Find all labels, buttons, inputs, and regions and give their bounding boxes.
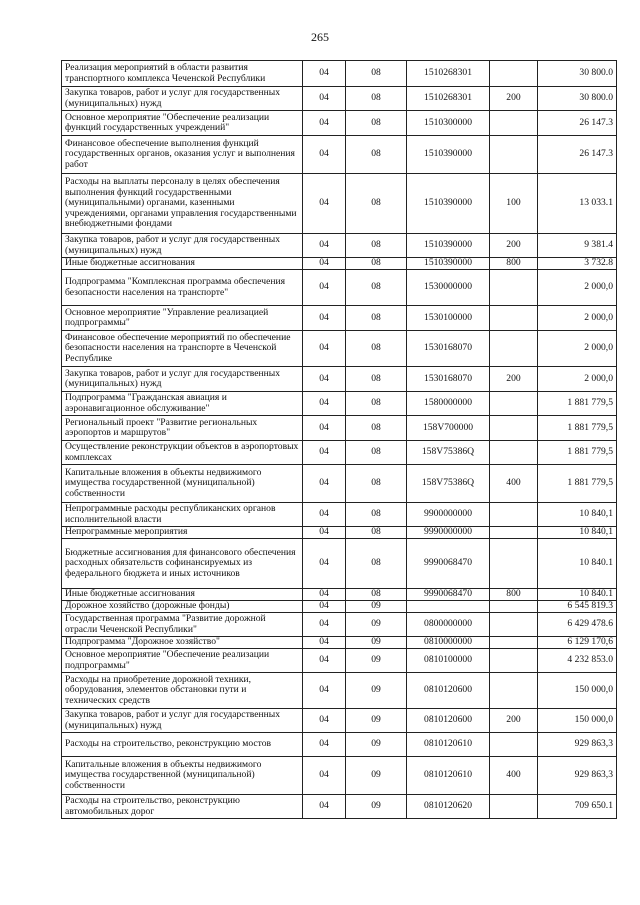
row-section: 04	[303, 306, 346, 331]
row-subsection: 08	[346, 331, 407, 367]
row-target-article: 1510390000	[407, 234, 490, 258]
row-subsection: 08	[346, 136, 407, 174]
row-expense-type	[490, 649, 538, 673]
row-subsection: 08	[346, 61, 407, 87]
table-row	[62, 589, 617, 601]
row-amount: 1 881 779,5	[538, 441, 617, 465]
row-expense-type	[490, 503, 538, 527]
row-section: 04	[303, 258, 346, 270]
row-target-article: 1510390000	[407, 136, 490, 174]
table-row	[62, 441, 617, 465]
row-subsection: 08	[346, 111, 407, 136]
table-row	[62, 503, 617, 527]
row-name: Закупка товаров, работ и услуг для государственных (муниципальных) нужд	[62, 234, 303, 258]
row-target-article: 0810000000	[407, 637, 490, 649]
row-target-article: 1530168070	[407, 331, 490, 367]
row-target-article: 0810120600	[407, 709, 490, 733]
row-amount: 3 732.8	[538, 258, 617, 270]
row-section: 04	[303, 539, 346, 589]
row-name: Основное мероприятие "Обеспечение реализации подпрограммы"	[62, 649, 303, 673]
row-amount: 6 429 478.6	[538, 613, 617, 637]
row-section: 04	[303, 136, 346, 174]
table-row	[62, 539, 617, 589]
row-name: Закупка товаров, работ и услуг для государственных (муниципальных) нужд	[62, 367, 303, 392]
row-subsection: 08	[346, 270, 407, 306]
row-expense-type	[490, 306, 538, 331]
row-expense-type	[490, 270, 538, 306]
table-row	[62, 136, 617, 174]
row-expense-type: 400	[490, 465, 538, 503]
row-target-article: 0810120610	[407, 757, 490, 795]
row-expense-type: 200	[490, 234, 538, 258]
row-amount: 2 000,0	[538, 270, 617, 306]
row-amount: 1 881 779,5	[538, 416, 617, 441]
row-expense-type	[490, 392, 538, 416]
row-name: Расходы на строительство, реконструкцию мостов	[62, 733, 303, 757]
row-subsection: 09	[346, 709, 407, 733]
row-subsection: 08	[346, 416, 407, 441]
row-section: 04	[303, 392, 346, 416]
table-row	[62, 87, 617, 111]
row-subsection: 08	[346, 441, 407, 465]
row-section: 04	[303, 601, 346, 613]
row-amount: 30 800.0	[538, 87, 617, 111]
table-row	[62, 465, 617, 503]
row-name: Расходы на выплаты персоналу в целях обеспечения выполнения функций государственными (муниципальными) органами, казенными учреждениями, органами управления государственными внебюджетными фондами	[62, 174, 303, 234]
row-name: Бюджетные ассигнования для финансового обеспечения расходных обязательств софинансируемых из федерального бюджета и иных источников	[62, 539, 303, 589]
row-target-article: 1510300000	[407, 111, 490, 136]
row-expense-type	[490, 331, 538, 367]
table-row	[62, 174, 617, 234]
row-section: 04	[303, 61, 346, 87]
row-expense-type	[490, 733, 538, 757]
row-amount: 30 800.0	[538, 61, 617, 87]
row-subsection: 09	[346, 613, 407, 637]
row-amount: 2 000,0	[538, 331, 617, 367]
row-expense-type	[490, 111, 538, 136]
row-section: 04	[303, 613, 346, 637]
row-name: Финансовое обеспечение мероприятий по обеспечение безопасности населения на транспорте в Чеченской Республике	[62, 331, 303, 367]
row-target-article: 9990000000	[407, 527, 490, 539]
row-expense-type	[490, 795, 538, 819]
row-amount: 10 840,1	[538, 503, 617, 527]
row-amount: 10 840.1	[538, 589, 617, 601]
row-subsection: 08	[346, 503, 407, 527]
row-target-article: 158V75386Q	[407, 465, 490, 503]
row-name: Иные бюджетные ассигнования	[62, 258, 303, 270]
row-amount: 2 000,0	[538, 367, 617, 392]
table-row	[62, 331, 617, 367]
row-section: 04	[303, 649, 346, 673]
row-target-article: 1530100000	[407, 306, 490, 331]
row-name: Реализация мероприятий в области развития транспортного комплекса Чеченской Республики	[62, 61, 303, 87]
row-subsection: 08	[346, 234, 407, 258]
page-number: 265	[311, 30, 329, 44]
row-target-article: 1530168070	[407, 367, 490, 392]
row-amount: 150 000,0	[538, 673, 617, 709]
row-section: 04	[303, 527, 346, 539]
row-subsection: 08	[346, 539, 407, 589]
row-name: Подпрограмма "Гражданская авиация и аэронавигационное обслуживание"	[62, 392, 303, 416]
row-section: 04	[303, 795, 346, 819]
row-name: Основное мероприятие "Обеспечение реализации функций государственных учреждений"	[62, 111, 303, 136]
row-section: 04	[303, 174, 346, 234]
row-name: Расходы на приобретение дорожной техники, оборудования, элементов обстановки пути и технических средств	[62, 673, 303, 709]
row-expense-type	[490, 673, 538, 709]
row-expense-type: 200	[490, 367, 538, 392]
row-subsection: 09	[346, 673, 407, 709]
row-amount: 1 881 779,5	[538, 392, 617, 416]
row-target-article: 1510390000	[407, 258, 490, 270]
row-name: Дорожное хозяйство (дорожные фонды)	[62, 601, 303, 613]
row-amount: 929 863,3	[538, 733, 617, 757]
row-subsection: 08	[346, 174, 407, 234]
row-subsection: 08	[346, 465, 407, 503]
row-section: 04	[303, 503, 346, 527]
row-name: Непрограммные расходы республиканских органов исполнительной власти	[62, 503, 303, 527]
row-target-article: 0810100000	[407, 649, 490, 673]
row-section: 04	[303, 111, 346, 136]
row-subsection: 09	[346, 757, 407, 795]
row-name: Закупка товаров, работ и услуг для государственных (муниципальных) нужд	[62, 709, 303, 733]
row-section: 04	[303, 87, 346, 111]
row-subsection: 09	[346, 637, 407, 649]
row-name: Непрограммные мероприятия	[62, 527, 303, 539]
row-section: 04	[303, 270, 346, 306]
row-name: Осуществление реконструкции объектов в аэропортовых комплексах	[62, 441, 303, 465]
row-amount: 2 000,0	[538, 306, 617, 331]
row-section: 04	[303, 589, 346, 601]
table-row	[62, 392, 617, 416]
row-name: Основное мероприятие "Управление реализацией подпрограммы"	[62, 306, 303, 331]
budget-table	[61, 60, 617, 819]
row-target-article: 0810120610	[407, 733, 490, 757]
table-row	[62, 733, 617, 757]
row-expense-type	[490, 539, 538, 589]
row-expense-type: 200	[490, 709, 538, 733]
row-subsection: 08	[346, 589, 407, 601]
table-row	[62, 306, 617, 331]
row-subsection: 08	[346, 527, 407, 539]
row-expense-type: 200	[490, 87, 538, 111]
row-target-article: 1580000000	[407, 392, 490, 416]
row-name: Расходы на строительство, реконструкцию автомобильных дорог	[62, 795, 303, 819]
row-target-article: 9990068470	[407, 589, 490, 601]
row-expense-type: 800	[490, 258, 538, 270]
row-section: 04	[303, 465, 346, 503]
row-target-article: 158V75386Q	[407, 441, 490, 465]
row-expense-type	[490, 416, 538, 441]
row-subsection: 08	[346, 392, 407, 416]
row-subsection: 08	[346, 367, 407, 392]
row-amount: 10 840.1	[538, 539, 617, 589]
row-subsection: 08	[346, 306, 407, 331]
row-amount: 13 033.1	[538, 174, 617, 234]
row-expense-type	[490, 601, 538, 613]
row-target-article: 0810120620	[407, 795, 490, 819]
row-expense-type	[490, 136, 538, 174]
row-target-article: 1510268301	[407, 87, 490, 111]
row-subsection: 09	[346, 733, 407, 757]
budget-table-body	[62, 61, 617, 819]
row-section: 04	[303, 234, 346, 258]
table-row	[62, 613, 617, 637]
row-amount: 10 840,1	[538, 527, 617, 539]
row-name: Государственная программа "Развитие дорожной отрасли Чеченской Республики"	[62, 613, 303, 637]
table-row	[62, 111, 617, 136]
table-row	[62, 757, 617, 795]
row-expense-type	[490, 441, 538, 465]
row-subsection: 08	[346, 87, 407, 111]
row-section: 04	[303, 331, 346, 367]
row-target-article: 9900000000	[407, 503, 490, 527]
row-target-article: 1510390000	[407, 174, 490, 234]
row-section: 04	[303, 673, 346, 709]
row-section: 04	[303, 441, 346, 465]
row-amount: 9 381.4	[538, 234, 617, 258]
row-name: Подпрограмма "Дорожное хозяйство"	[62, 637, 303, 649]
table-row	[62, 270, 617, 306]
row-name: Финансовое обеспечение выполнения функций государственных органов, оказания услуг и выполнения работ	[62, 136, 303, 174]
row-name: Региональный проект "Развитие региональных аэропортов и маршрутов"	[62, 416, 303, 441]
row-amount: 6 545 819.3	[538, 601, 617, 613]
row-expense-type: 100	[490, 174, 538, 234]
row-amount: 4 232 853.0	[538, 649, 617, 673]
row-expense-type	[490, 637, 538, 649]
row-amount: 709 650.1	[538, 795, 617, 819]
row-amount: 26 147.3	[538, 111, 617, 136]
row-subsection: 08	[346, 258, 407, 270]
row-name: Иные бюджетные ассигнования	[62, 589, 303, 601]
row-target-article: 9990068470	[407, 539, 490, 589]
row-expense-type	[490, 61, 538, 87]
row-expense-type	[490, 613, 538, 637]
row-section: 04	[303, 757, 346, 795]
table-row	[62, 416, 617, 441]
table-row	[62, 601, 617, 613]
row-target-article: 158V700000	[407, 416, 490, 441]
table-row	[62, 709, 617, 733]
row-name: Закупка товаров, работ и услуг для государственных (муниципальных) нужд	[62, 87, 303, 111]
table-row	[62, 527, 617, 539]
row-name: Подпрограмма "Комплексная программа обеспечения безопасности населения на транспорте"	[62, 270, 303, 306]
row-target-article: 1510268301	[407, 61, 490, 87]
table-row	[62, 61, 617, 87]
row-subsection: 09	[346, 601, 407, 613]
row-expense-type	[490, 527, 538, 539]
table-row	[62, 258, 617, 270]
row-amount: 150 000,0	[538, 709, 617, 733]
row-section: 04	[303, 367, 346, 392]
table-row	[62, 795, 617, 819]
row-amount: 26 147.3	[538, 136, 617, 174]
row-section: 04	[303, 416, 346, 441]
row-section: 04	[303, 637, 346, 649]
row-section: 04	[303, 709, 346, 733]
row-expense-type: 800	[490, 589, 538, 601]
table-row	[62, 637, 617, 649]
row-section: 04	[303, 733, 346, 757]
row-subsection: 09	[346, 795, 407, 819]
row-target-article: 0800000000	[407, 613, 490, 637]
row-amount: 6 129 170,6	[538, 637, 617, 649]
row-subsection: 09	[346, 649, 407, 673]
row-target-article: 1530000000	[407, 270, 490, 306]
row-target-article	[407, 601, 490, 613]
table-row	[62, 367, 617, 392]
table-row	[62, 234, 617, 258]
row-target-article: 0810120600	[407, 673, 490, 709]
row-amount: 929 863,3	[538, 757, 617, 795]
row-amount: 1 881 779,5	[538, 465, 617, 503]
row-name: Капитальные вложения в объекты недвижимого имущества государственной (муниципальной) собственности	[62, 465, 303, 503]
row-expense-type: 400	[490, 757, 538, 795]
row-name: Капитальные вложения в объекты недвижимого имущества государственной (муниципальной) собственности	[62, 757, 303, 795]
table-row	[62, 673, 617, 709]
table-row	[62, 649, 617, 673]
